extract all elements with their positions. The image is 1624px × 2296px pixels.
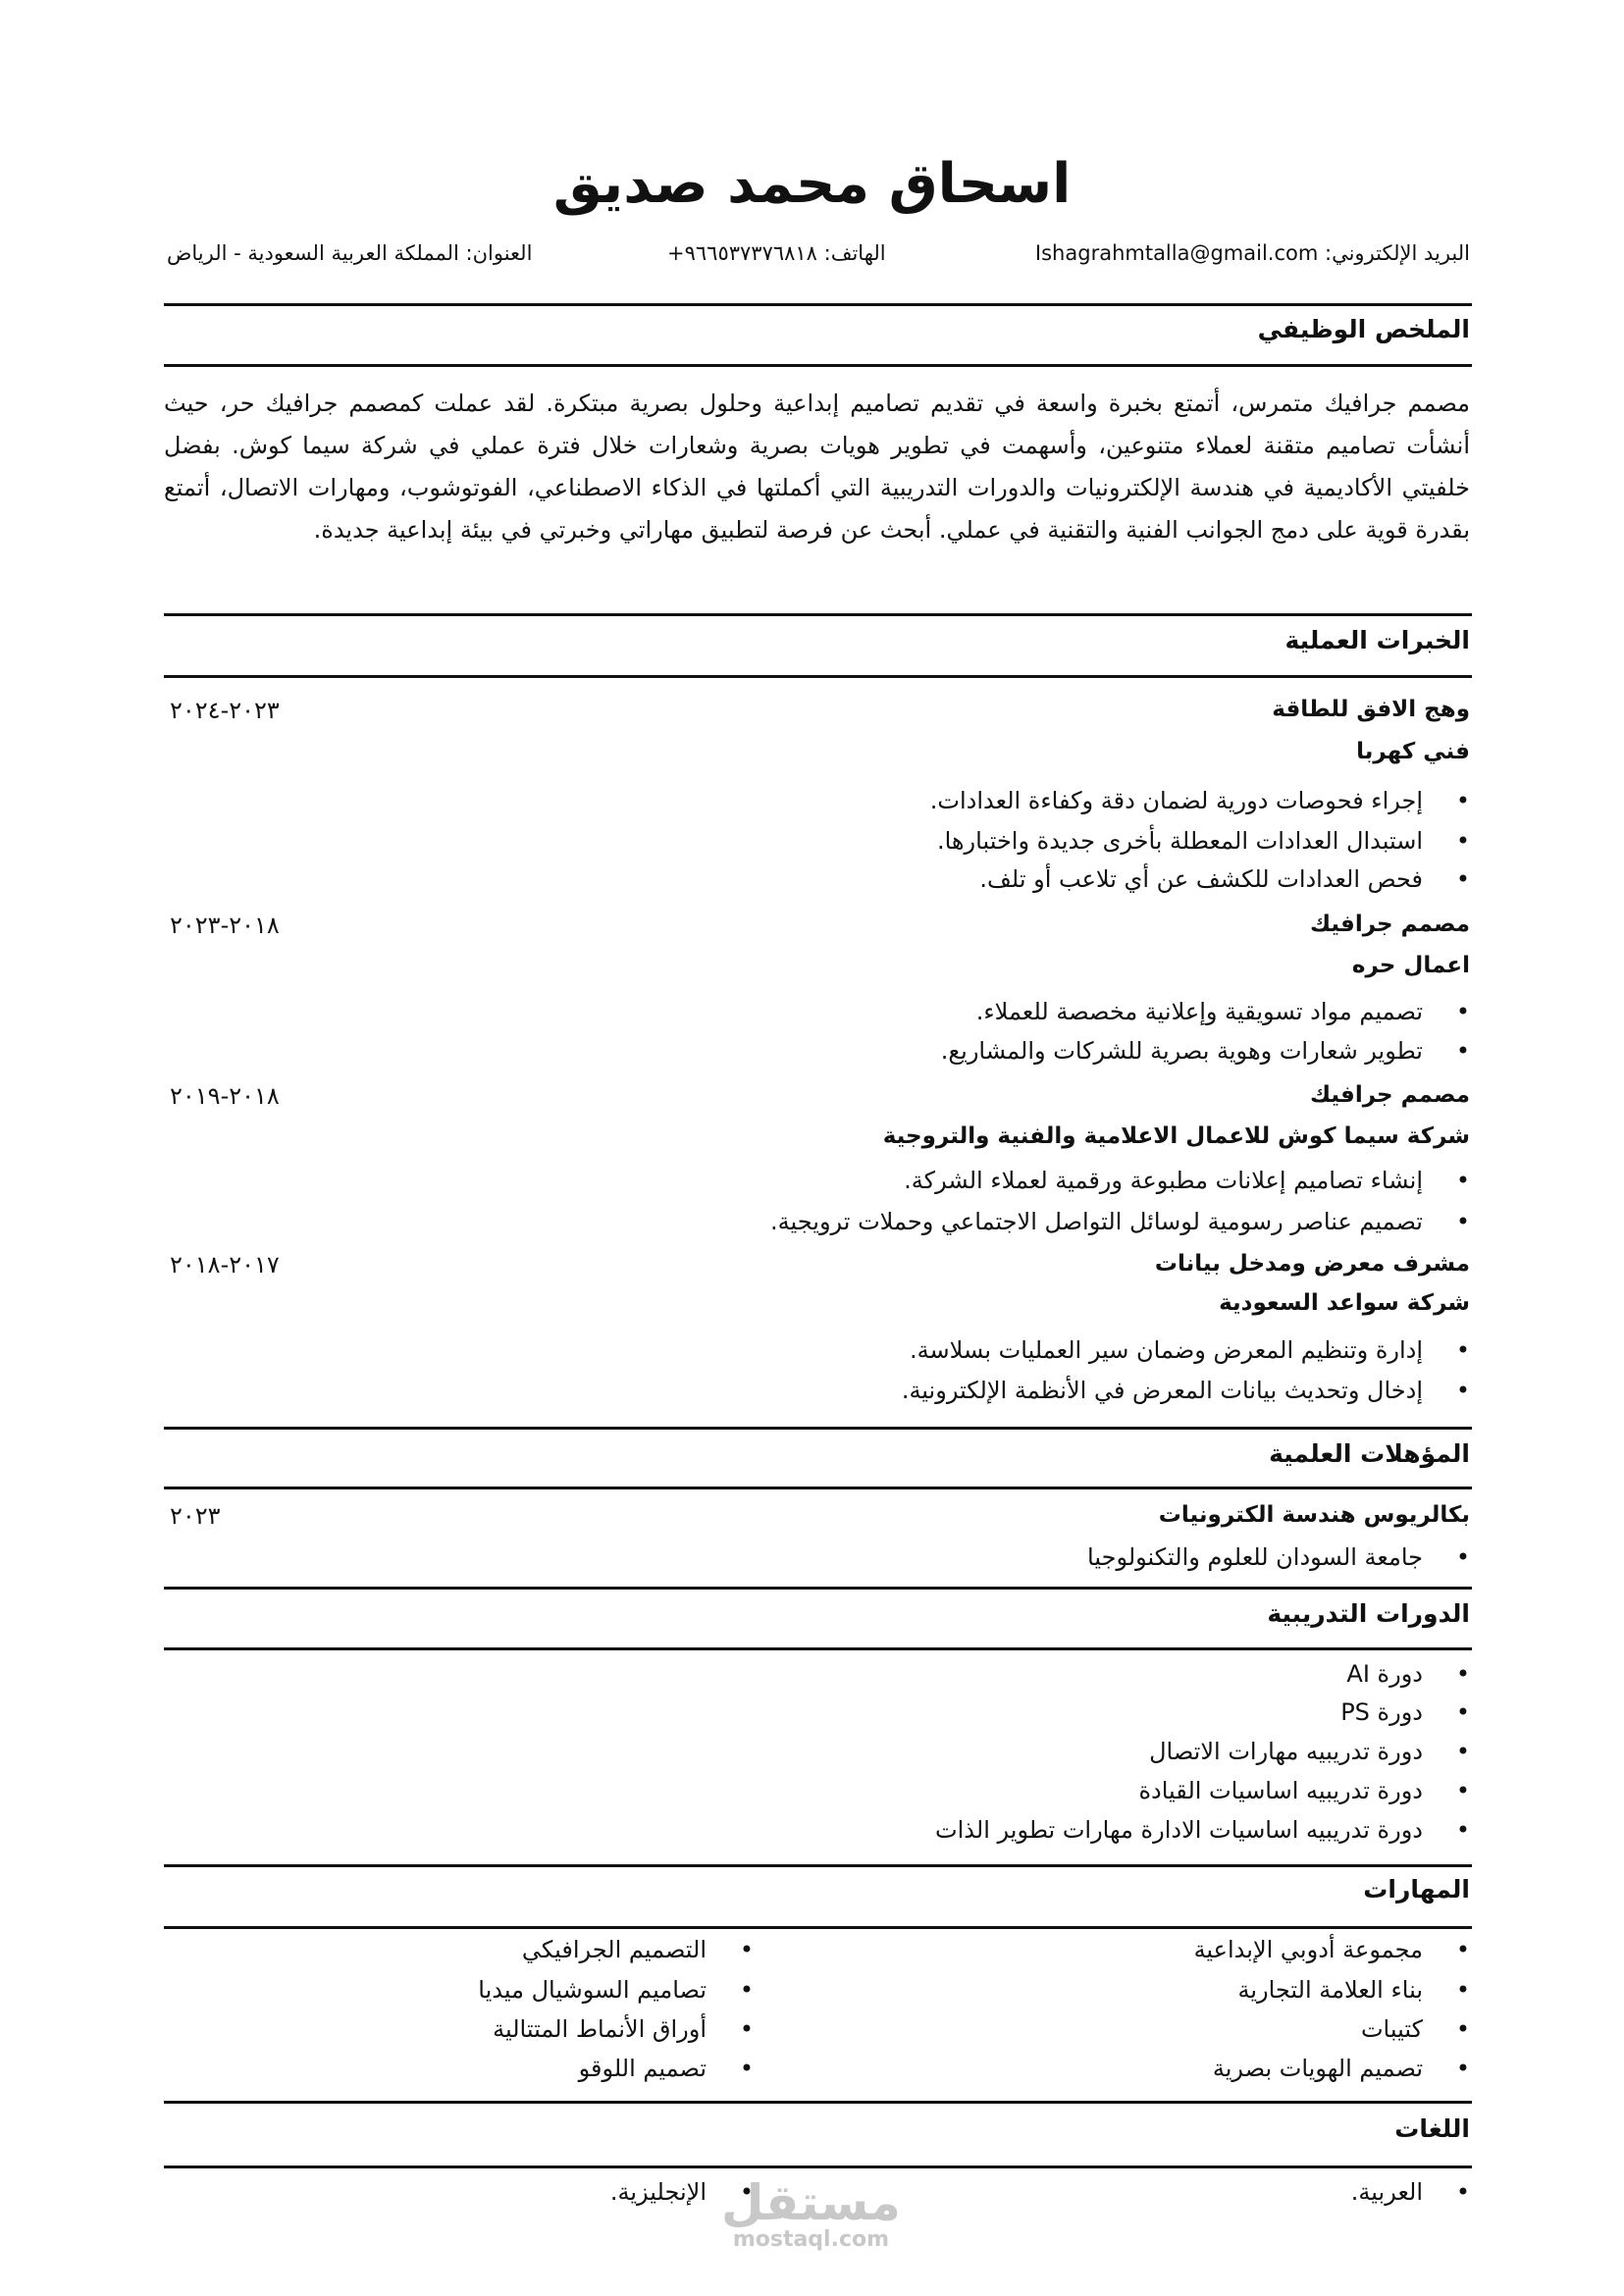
divider: [164, 1864, 1472, 1867]
skill-item: • بناء العلامة التجارية: [1237, 1978, 1470, 2002]
divider: [164, 364, 1472, 367]
job-title: مصمم جرافيك: [1310, 912, 1470, 937]
course-item: • دورة تدريبيه اساسيات القيادة: [1138, 1779, 1470, 1802]
skill-item: • تصاميم السوشيال ميديا: [478, 1978, 754, 2002]
watermark-url: mostaql.com: [732, 2227, 890, 2252]
job-bullet: • استبدال العدادات المعطلة بأخرى جديدة واختبارها.: [937, 829, 1470, 853]
candidate-name: اسحاق محمد صديق: [552, 152, 1072, 216]
skill-item: • تصميم الهويات بصرية: [1213, 2057, 1470, 2080]
course-item: • دورة PS: [1340, 1700, 1470, 1724]
job-bullet: • تطوير شعارات وهوية بصرية للشركات والمشاريع.: [941, 1039, 1470, 1063]
section-heading-courses: الدورات التدريبية: [1267, 1599, 1470, 1628]
divider: [164, 303, 1472, 306]
contact-phone: الهاتف: ٩٦٦٥٣٧٣٧٦٨١٨+: [667, 241, 886, 265]
section-heading-experience: الخبرات العملية: [1284, 626, 1470, 654]
skill-item: • مجموعة أدوبي الإبداعية: [1194, 1938, 1470, 1961]
job-company: شركة سواعد السعودية: [1219, 1290, 1470, 1316]
divider: [164, 1587, 1472, 1590]
job-bullet: • تصميم عناصر رسومية لوسائل التواصل الاجتماعي وحملات ترويجية.: [770, 1210, 1470, 1233]
divider: [164, 1487, 1472, 1489]
skill-item: • تصميم اللوقو: [579, 2057, 754, 2080]
contact-address: العنوان: المملكة العربية السعودية - الرياض: [167, 241, 533, 265]
section-heading-education: المؤهلات العلمية: [1269, 1439, 1470, 1468]
section-heading-summary: الملخص الوظيفي: [1257, 315, 1470, 343]
job-bullet: • فحص العدادات للكشف عن أي تلاعب أو تلف.: [979, 867, 1470, 891]
job-title: وهج الافق للطاقة: [1272, 697, 1470, 722]
job-company: اعمال حره: [1351, 953, 1470, 978]
job-bullet: • إدارة وتنظيم المعرض وضمان سير العمليات بسلاسة.: [910, 1338, 1470, 1362]
job-company: شركة سيما كوش للاعمال الاعلامية والفنية والتروجية: [882, 1123, 1470, 1149]
job-title: مصمم جرافيك: [1310, 1082, 1470, 1108]
job-date: ٢٠١٨-٢٠١٩: [170, 1082, 280, 1110]
skill-item: • كتيبات: [1361, 2017, 1470, 2041]
job-bullet: • إجراء فحوصات دورية لضمان دقة وكفاءة العدادات.: [930, 789, 1470, 812]
language-item: • الإنجليزية.: [610, 2180, 754, 2204]
degree: بكالريوس هندسة الكترونيات: [1158, 1502, 1470, 1528]
course-item: • دورة تدريبيه مهارات الاتصال: [1149, 1740, 1470, 1763]
divider: [164, 613, 1472, 616]
watermark-logo: [721, 2174, 901, 2252]
section-heading-languages: اللغات: [1394, 2114, 1470, 2143]
job-date: ٢٠١٨-٢٠٢٣: [170, 912, 280, 939]
divider: [164, 2166, 1472, 2168]
job-title: مشرف معرض ومدخل بيانات: [1154, 1251, 1470, 1277]
section-heading-skills: المهارات: [1363, 1875, 1470, 1904]
course-item: • دورة AI: [1346, 1662, 1470, 1686]
summary-text: مصمم جرافيك متمرس، أتمتع بخبرة واسعة في تقديم تصاميم إبداعية وحلول بصرية مبتكرة. لقد عملت كمصمم جرافيك حر، حيث أنشأت تصاميم متقنة لعملاء متنوعين، وأسهمت في تطوير هويات بصرية وشعارات خلال فترة عملي في شركة سيما كوش. بفضل خلفيتي الأكاديمية في هندسة الإلكترونيات والدورات التدريبية التي أكملتها في الذكاء الاصطناعي، الفوتوشوب، ومهارات الاتصال، أتمتع بقدرة قوية على دمج الجوانب الفنية والتقنية في عملي. أبحث عن فرصة لتطبيق مهاراتي وخبرتي في بيئة إبداعية جديدة.: [164, 390, 1470, 544]
course-item: • دورة تدريبيه اساسيات الادارة مهارات تطوير الذات: [935, 1818, 1470, 1842]
job-date: ٢٠١٧-٢٠١٨: [170, 1251, 280, 1278]
job-bullet: • إنشاء تصاميم إعلانات مطبوعة ورقمية لعملاء الشركة.: [904, 1169, 1470, 1192]
divider: [164, 2101, 1472, 2104]
job-bullet: • تصميم مواد تسويقية وإعلانية مخصصة للعملاء.: [976, 1000, 1470, 1023]
divider: [164, 675, 1472, 678]
divider: [164, 1926, 1472, 1929]
skill-item: • أوراق الأنماط المتتالية: [493, 2017, 754, 2041]
skill-item: • التصميم الجرافيكي: [522, 1938, 754, 1961]
job-company: فني كهربا: [1356, 739, 1470, 764]
school: • جامعة السودان للعلوم والتكنولوجيا: [1087, 1545, 1470, 1569]
job-bullet: • إدخال وتحديث بيانات المعرض في الأنظمة الإلكترونية.: [902, 1379, 1470, 1402]
contact-email: البريد الإلكتروني: Ishagrahmtalla@gmail.com: [1034, 241, 1470, 265]
degree-date: ٢٠٢٣: [170, 1502, 221, 1530]
divider: [164, 1427, 1472, 1430]
job-date: ٢٠٢٣-٢٠٢٤: [170, 697, 280, 724]
watermark-text: مستقل: [721, 2174, 901, 2231]
language-item: • العربية.: [1351, 2180, 1470, 2204]
divider: [164, 1647, 1472, 1650]
